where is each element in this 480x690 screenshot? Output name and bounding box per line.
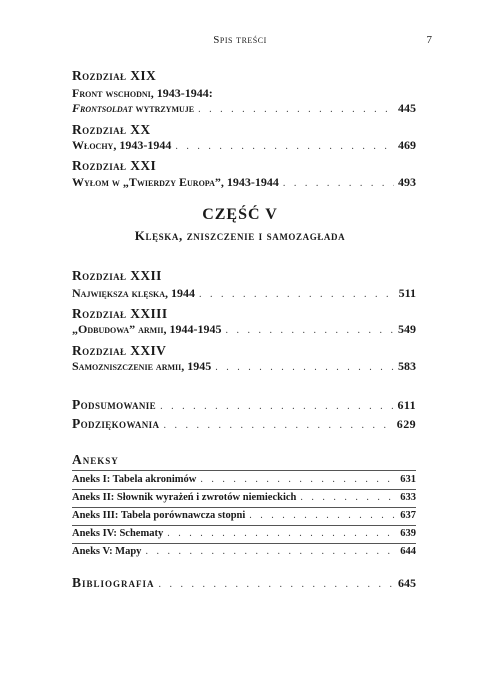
page-ref: 644 <box>400 546 416 557</box>
chapter-label: Rozdział XXIII <box>72 306 168 321</box>
page-ref: 549 <box>398 322 416 336</box>
toc-entry[interactable]: Aneks III: Tabela porównawcza stopni . . . 637 <box>72 510 416 521</box>
toc-entry[interactable]: Podziękowania . . . 629 <box>72 416 416 432</box>
dot-leader <box>200 474 396 485</box>
dot-leader <box>249 510 396 521</box>
toc-entry[interactable]: „Odbudowa” armii, 1944-1945 . . . 549 <box>72 322 416 337</box>
toc-entry[interactable]: Aneks IV: Schematy . . . 639 <box>72 528 416 539</box>
toc-entry[interactable]: Włochy, 1943-1944 . . . 469 <box>72 138 416 153</box>
divider <box>72 543 416 544</box>
page-ref: 637 <box>400 510 416 521</box>
page-ref: 469 <box>398 138 416 152</box>
toc-entry[interactable]: Aneks II: Słownik wyrażeń i zwrotów niemieckich . . . 633 <box>72 492 416 503</box>
dot-leader <box>167 528 396 539</box>
dot-leader <box>215 362 394 373</box>
toc-entry[interactable]: Wyłom w „Twierdzy Europa”, 1943-1944 . . . 493 <box>72 175 416 190</box>
dot-leader <box>283 178 394 189</box>
dot-leader <box>175 141 394 152</box>
chapter-label: Rozdział XXI <box>72 158 157 173</box>
chapter-label: Rozdział XXII <box>72 268 162 283</box>
dot-leader <box>199 289 395 300</box>
page-ref: 645 <box>398 576 416 590</box>
divider <box>72 525 416 526</box>
page-ref: 633 <box>400 492 416 503</box>
dot-leader <box>198 104 394 115</box>
dot-leader <box>163 420 392 431</box>
page-ref: 629 <box>396 417 416 431</box>
page-ref: 611 <box>397 398 416 412</box>
running-title: Spis treści <box>213 34 267 46</box>
chapter-label: Rozdział XXIV <box>72 343 167 358</box>
part-subtitle: Klęska, zniszczenie i samozagłada <box>134 228 346 243</box>
toc-entry[interactable]: Aneks V: Mapy . . . 644 <box>72 546 416 557</box>
dot-leader <box>160 401 393 412</box>
toc-entry[interactable]: Frontsoldat wytrzymuje . . . 445 <box>72 101 416 116</box>
dot-leader <box>159 579 394 590</box>
part-title: CZĘŚĆ V <box>202 206 278 223</box>
page-number: 7 <box>426 34 432 46</box>
chapter-label: Rozdział XIX <box>72 68 157 83</box>
annex-heading: Aneksy <box>72 452 119 467</box>
page-ref: 631 <box>400 474 416 485</box>
toc-entry[interactable]: Największa klęska, 1944 . . . 511 <box>72 286 416 301</box>
toc-entry[interactable]: Bibliografia . . . 645 <box>72 575 416 591</box>
dot-leader <box>300 492 396 503</box>
toc-entry[interactable]: Podsumowanie . . . 611 <box>72 397 416 413</box>
toc-entry[interactable]: Aneks I: Tabela akronimów . . . 631 <box>72 474 416 485</box>
toc-entry[interactable]: Samozniszczenie armii, 1945 . . . 583 <box>72 359 416 374</box>
divider <box>72 489 416 490</box>
page-ref: 511 <box>398 286 416 300</box>
divider <box>72 507 416 508</box>
chapter-title: Front wschodni, 1943-1944: <box>72 86 213 100</box>
chapter-label: Rozdział XX <box>72 122 151 137</box>
page-header <box>0 34 480 50</box>
page-ref: 445 <box>398 101 416 115</box>
page-ref: 493 <box>398 175 416 189</box>
page-ref: 583 <box>398 359 416 373</box>
dot-leader <box>225 325 394 336</box>
page-ref: 639 <box>400 528 416 539</box>
divider <box>72 470 416 471</box>
dot-leader <box>145 546 396 557</box>
